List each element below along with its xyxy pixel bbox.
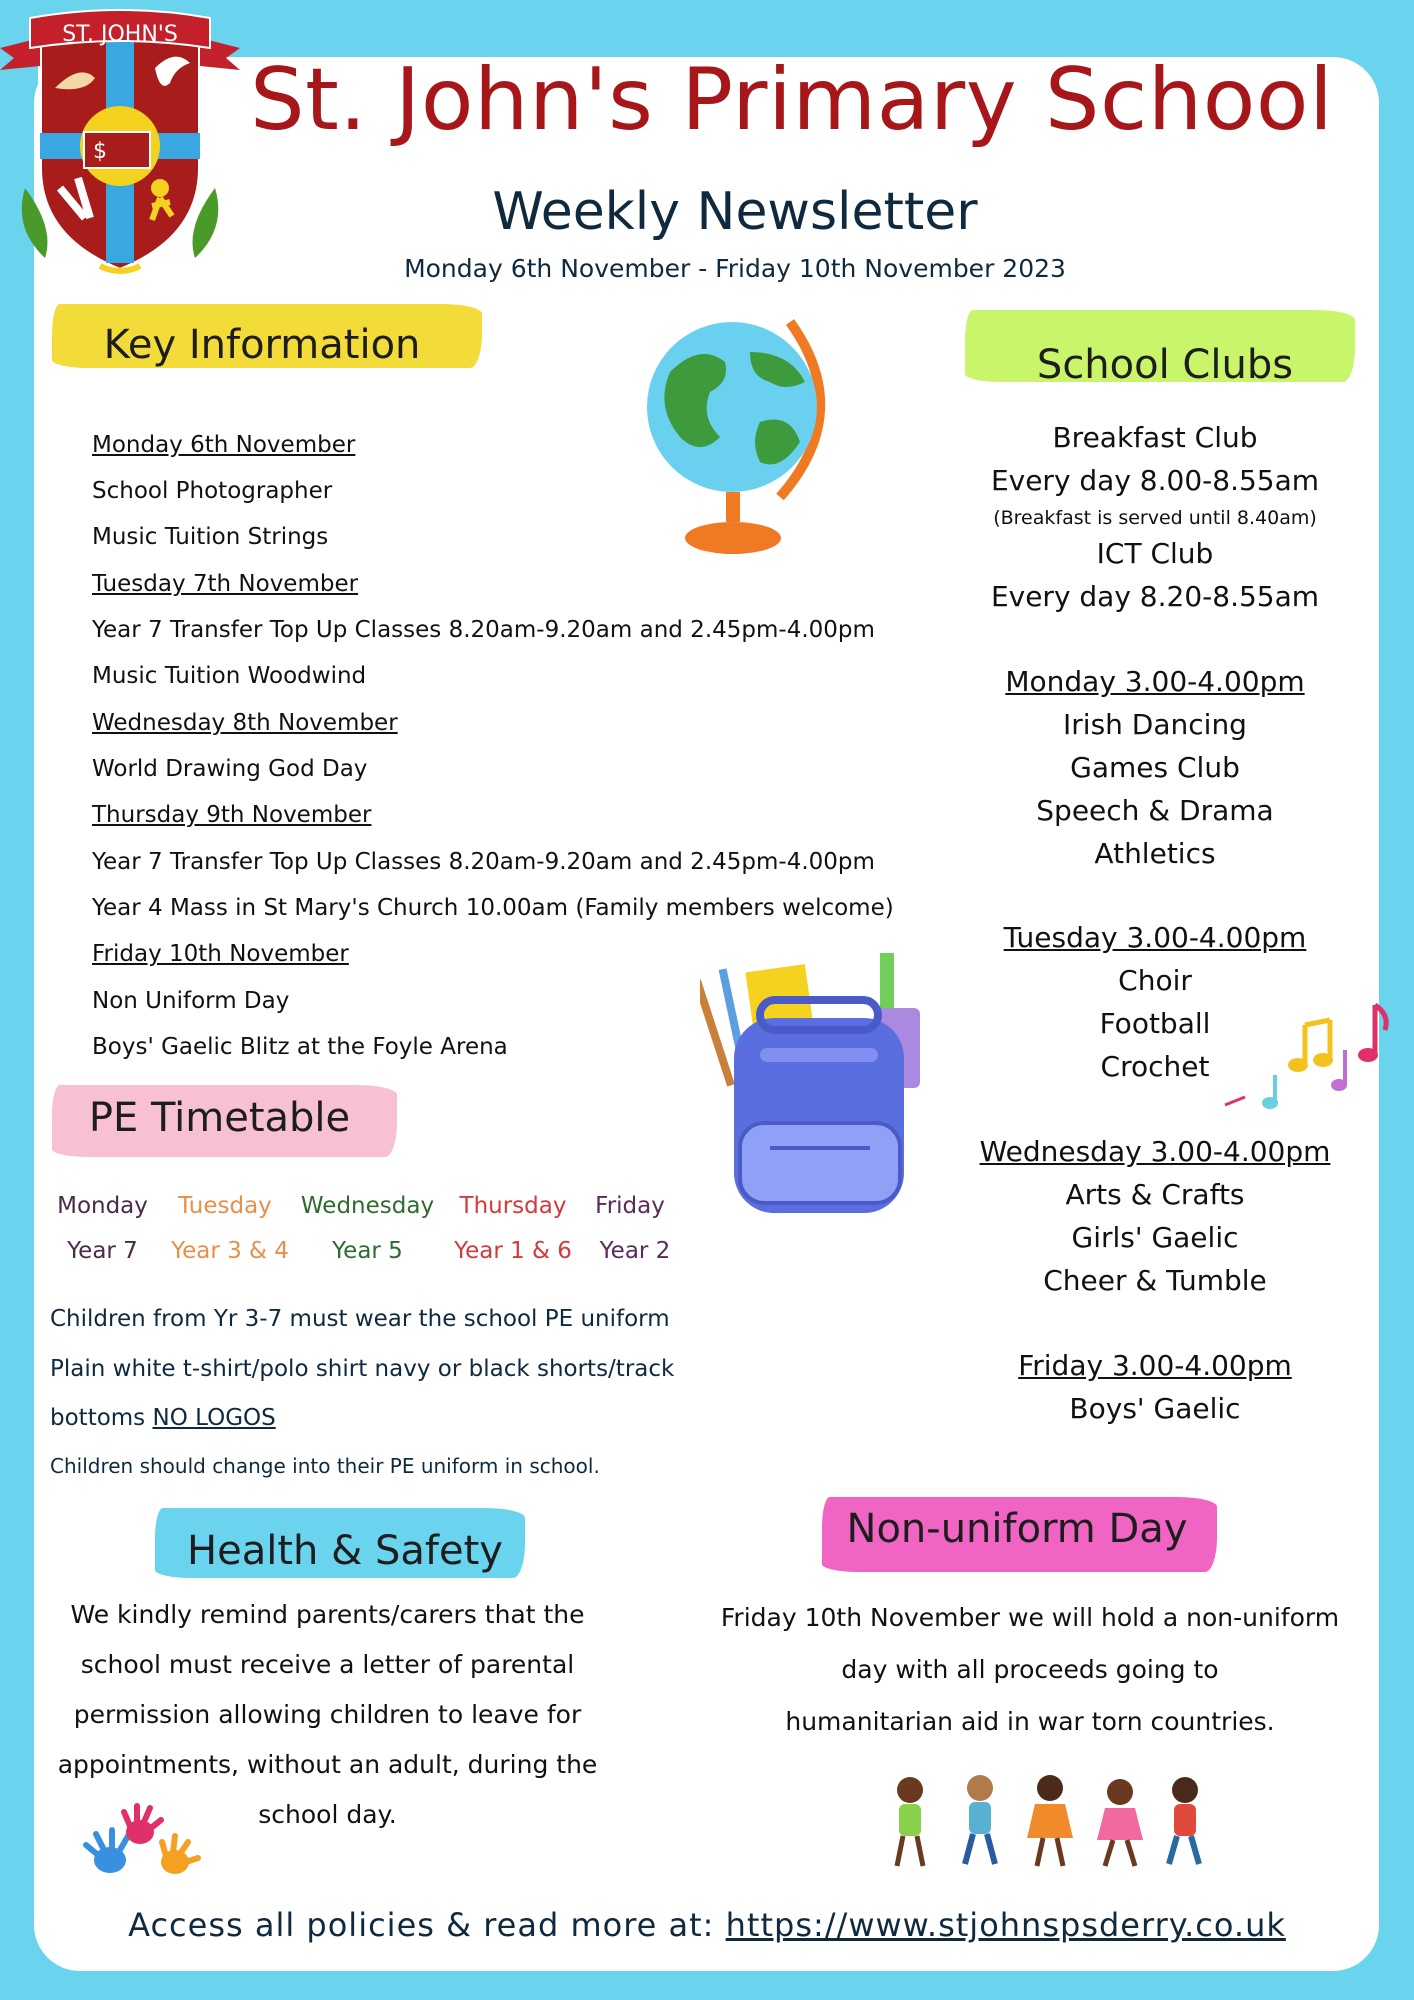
- pe-no-logos: NO LOGOS: [152, 1405, 276, 1431]
- ki-item: Music Tuition Woodwind: [92, 663, 367, 689]
- ki-day-wednesday: Wednesday 8th November: [92, 710, 398, 736]
- school-title: St. John's Primary School: [250, 50, 1334, 150]
- school-backpack-illustration: [700, 948, 940, 1218]
- pe-year-tuesday: Year 3 & 4: [171, 1238, 289, 1264]
- nonuniform-line: Friday 10th November we will hold a non-uniform: [720, 1603, 1340, 1632]
- pe-change-note: Children should change into their PE uniform in school.: [50, 1454, 600, 1478]
- club-item: Speech & Drama: [1036, 794, 1274, 827]
- clubs-heading: School Clubs: [1036, 342, 1294, 388]
- handprints-icon: [80, 1800, 205, 1895]
- pe-day-monday: Monday: [57, 1193, 148, 1219]
- nonuniform-text: [700, 1592, 1360, 1748]
- svg-text:$: $: [93, 139, 107, 164]
- club-item: Choir: [1118, 964, 1192, 997]
- club-item: Football: [1099, 1007, 1211, 1040]
- pe-day-thursday: Thursday: [459, 1193, 567, 1219]
- club-item: Boys' Gaelic: [1069, 1392, 1241, 1425]
- ki-item: Boys' Gaelic Blitz at the Foyle Arena: [92, 1034, 508, 1060]
- club-day-friday: Friday 3.00-4.00pm: [1018, 1349, 1292, 1382]
- health-line: school day.: [258, 1800, 397, 1829]
- club-item: Athletics: [1094, 837, 1216, 870]
- health-line: school must receive a letter of parental: [80, 1650, 575, 1679]
- pe-day-friday: Friday: [595, 1193, 665, 1219]
- club-day-monday: Monday 3.00-4.00pm: [1005, 665, 1305, 698]
- nonuniform-heading: Non-uniform Day: [846, 1506, 1188, 1552]
- club-item: Crochet: [1100, 1050, 1210, 1083]
- school-website-link[interactable]: https://www.stjohnspsderry.co.uk: [725, 1906, 1286, 1944]
- pe-year-thursday: Year 1 & 6: [454, 1238, 572, 1264]
- running-children-illustration: [885, 1770, 1215, 1875]
- club-item: Breakfast Club: [1052, 421, 1258, 454]
- health-line: permission allowing children to leave for: [73, 1700, 582, 1729]
- footer-prefix: Access all policies & read more at:: [128, 1906, 715, 1944]
- pe-year-wednesday: Year 5: [332, 1238, 403, 1264]
- key-info-heading: Key Information: [103, 322, 421, 368]
- club-item: Girls' Gaelic: [1071, 1221, 1239, 1254]
- club-item: Arts & Crafts: [1065, 1178, 1245, 1211]
- club-item: ICT Club: [1096, 537, 1214, 570]
- pe-year-friday: Year 2: [599, 1238, 671, 1264]
- club-item: Cheer & Tumble: [1043, 1264, 1267, 1297]
- ki-item: World Drawing God Day: [92, 756, 368, 782]
- pe-day-wednesday: Wednesday: [300, 1193, 435, 1219]
- pe-day-tuesday: Tuesday: [178, 1193, 272, 1219]
- health-heading: Health & Safety: [187, 1528, 503, 1574]
- music-notes-icon: [1215, 995, 1395, 1120]
- footer: [0, 1906, 1414, 1944]
- club-day-tuesday: Tuesday 3.00-4.00pm: [1003, 921, 1307, 954]
- club-item: Every day 8.20-8.55am: [990, 580, 1320, 613]
- club-item: Irish Dancing: [1063, 708, 1247, 741]
- ki-item: Music Tuition Strings: [92, 524, 329, 550]
- ki-day-thursday: Thursday 9th November: [92, 802, 372, 828]
- ki-day-friday: Friday 10th November: [92, 941, 349, 967]
- pe-year-monday: Year 7: [67, 1238, 138, 1264]
- health-line: appointments, without an adult, during the: [57, 1750, 598, 1779]
- newsletter-subtitle: Weekly Newsletter: [492, 182, 978, 242]
- nonuniform-line: day with all proceeds going to: [841, 1655, 1219, 1684]
- newsletter-dates: Monday 6th November - Friday 10th November 2023: [404, 254, 1066, 283]
- ki-day-tuesday: Tuesday 7th November: [92, 571, 359, 597]
- ki-item: School Photographer: [92, 478, 333, 504]
- club-item: Games Club: [1070, 751, 1240, 784]
- nonuniform-line: humanitarian aid in war torn countries.: [785, 1707, 1275, 1736]
- pe-heading: PE Timetable: [88, 1095, 351, 1141]
- pe-uniform-line: Plain white t-shirt/polo shirt navy or black shorts/track: [50, 1356, 675, 1382]
- crest-banner-text: ST. JOHN'S: [62, 22, 178, 47]
- pe-uniform-line: [50, 1405, 276, 1431]
- club-note: (Breakfast is served until 8.40am): [993, 507, 1317, 529]
- club-day-wednesday: Wednesday 3.00-4.00pm: [979, 1135, 1331, 1168]
- club-item: Every day 8.00-8.55am: [990, 464, 1320, 497]
- health-line: We kindly remind parents/carers that the: [70, 1600, 585, 1629]
- pe-uniform-prefix: bottoms: [50, 1405, 146, 1431]
- globe-illustration: [640, 312, 850, 562]
- ki-day-monday: Monday 6th November: [92, 432, 356, 458]
- ki-item: Year 7 Transfer Top Up Classes 8.20am-9.20am and 2.45pm-4.00pm: [92, 849, 875, 875]
- ki-item: Non Uniform Day: [92, 988, 290, 1014]
- ki-item: Year 4 Mass in St Mary's Church 10.00am (Family members welcome): [92, 895, 894, 921]
- ki-item: Year 7 Transfer Top Up Classes 8.20am-9.20am and 2.45pm-4.00pm: [92, 617, 875, 643]
- pe-uniform-line: Children from Yr 3-7 must wear the school PE uniform: [50, 1306, 670, 1332]
- school-crest-logo: [0, 8, 240, 278]
